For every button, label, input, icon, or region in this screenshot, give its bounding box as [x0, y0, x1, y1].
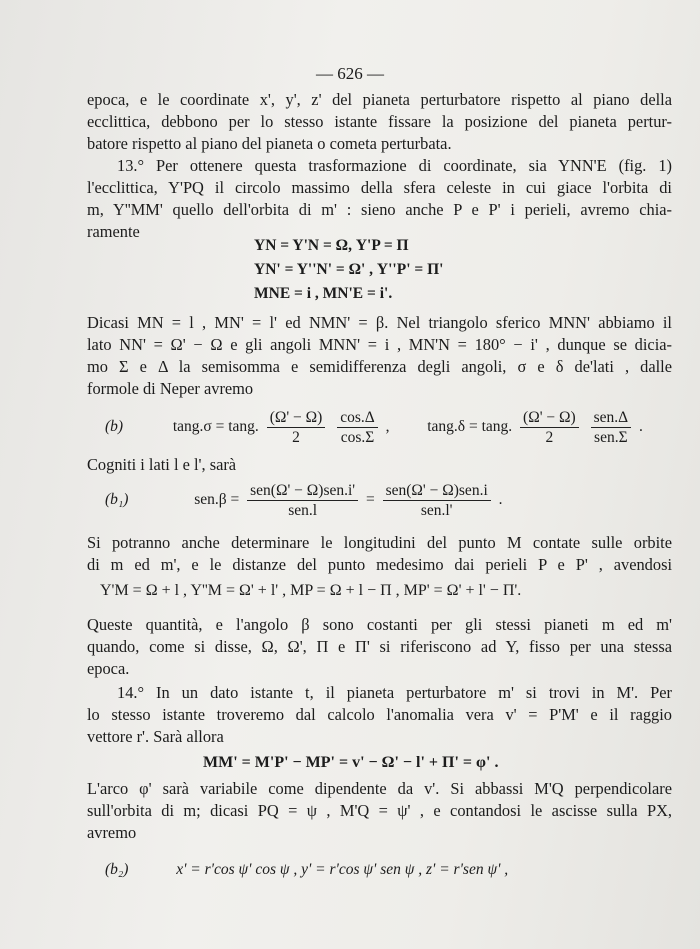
separator: ,: [385, 418, 390, 436]
equation-lhs: tang.σ = tang.: [172, 418, 259, 436]
text-line: Queste quantità, e l'angolo β sono costanti per gli stessi pianeti m ed m': [87, 615, 672, 634]
equation-line: YN' = Y''N' = Ω' , Y''P' = Π': [254, 261, 444, 278]
text-line: Si potranno anche determinare le longitudini del punto M contate sulle orbite: [87, 533, 672, 552]
text-line: lato NN' = Ω' − Ω e gli angoli MNN' = i , MN'N = 180° − i' , dunque se dicia-: [87, 335, 672, 354]
fraction-numerator: sen.Δ: [591, 408, 632, 428]
text-line: epoca, e le coordinate x', y', z' del pianeta perturbatore rispetto al piano della: [87, 90, 672, 109]
equation-line: MNE = i , MN'E = i'.: [254, 285, 393, 302]
text-line: mo Σ e Δ la semisomma e semidifferenza degli angoli, σ e δ de'lati , dalle: [87, 357, 672, 376]
fraction-numerator: sen(Ω' − Ω)sen.i: [383, 481, 491, 501]
equation-label: (b): [105, 418, 124, 436]
fraction-numerator: cos.Δ: [337, 408, 378, 428]
equation-body: x' = r'cos ψ' cos ψ , y' = r'cos ψ' sen ψ , z' = r'sen ψ' ,: [176, 861, 509, 878]
fraction-numerator: sen(Ω' − Ω)sen.i': [247, 481, 358, 501]
fraction-denominator: 2: [292, 429, 300, 446]
text-line: 14.° In un dato istante t, il pianeta perturbatore m' si trovi in M'. Per: [117, 683, 672, 702]
equation-b2: [105, 860, 508, 880]
equation-lhs: sen.β =: [194, 491, 240, 509]
text-line: vettore r'. Sarà allora: [87, 727, 224, 746]
equation-label: (b₂): [105, 861, 129, 878]
equation-line: YN = Y'N = Ω, Y'P = Π: [254, 237, 409, 254]
text-line: m, Y''MM' quello dell'orbita di m' : sieno anche P e P' i perieli, avremo chia-: [87, 200, 672, 219]
fraction-numerator: (Ω' − Ω): [267, 408, 326, 428]
text-line: lo stesso istante troveremo dal calcolo l'anomalia vera v' = P'M' e il raggio: [87, 705, 672, 724]
period: .: [638, 418, 643, 436]
text-line: formole di Neper avremo: [87, 379, 254, 398]
fraction-denominator: sen.Σ: [594, 429, 628, 446]
fraction-denominator: cos.Σ: [340, 429, 375, 446]
period: .: [498, 491, 503, 509]
text-line: L'arco φ' sarà variabile come dipendente da v'. Si abbassi M'Q perpendicolare: [87, 779, 672, 798]
equation-label: (b₁): [105, 491, 129, 509]
equation-longitudes: Y'M = Ω + l , Y''M = Ω' + l' , MP = Ω + l − Π , MP' = Ω' + l' − Π'.: [100, 582, 522, 599]
text-line: l'ecclittica, Y'PQ il circolo massimo della sfera celeste in cui giace l'orbita di: [87, 178, 672, 197]
equation-b1: [105, 481, 503, 520]
text-line: quando, come si disse, Ω, Ω', Π e Π' si riferiscono ad Y, fisso per una stessa: [87, 637, 672, 656]
fraction-denominator: 2: [545, 429, 554, 446]
page-number: — 626 —: [316, 64, 384, 83]
fraction-denominator: sen.l: [288, 502, 318, 519]
text-line: ramente: [87, 222, 140, 241]
text-line: ecclittica, debbono per lo stesso istante fissare la posizione del pianeta pertur-: [87, 112, 672, 131]
fraction-denominator: sen.l': [420, 502, 453, 519]
text-line: sull'orbita di m; dicasi PQ = ψ , M'Q = ψ' , e contandosi le ascisse sulla PX,: [87, 801, 672, 820]
equals: =: [365, 491, 375, 509]
text-line: Dicasi MN = l , MN' = l' ed NMN' = β. Nel triangolo sferico MNN' abbiamo il: [87, 313, 672, 332]
fraction-numerator: (Ω' − Ω): [520, 408, 579, 428]
text-line: avremo: [87, 823, 137, 842]
equation-phi: MM' = M'P' − MP' = v' − Ω' − l' + Π' = φ' .: [203, 754, 499, 771]
text-line: batore rispetto al piano del pianeta o cometa perturbata.: [87, 134, 452, 153]
equation-lhs: tang.δ = tang.: [427, 418, 513, 436]
text-line: 13.° Per ottenere questa trasformazione di coordinate, sia YNN'E (fig. 1): [117, 156, 672, 175]
text-line: epoca.: [87, 659, 130, 678]
text-line: di m ed m', e le distanze del punto medesimo dai perieli P e P' , avendosi: [87, 555, 672, 574]
equation-b: [105, 408, 643, 447]
text-line: Cogniti i lati l e l', sarà: [87, 455, 237, 474]
